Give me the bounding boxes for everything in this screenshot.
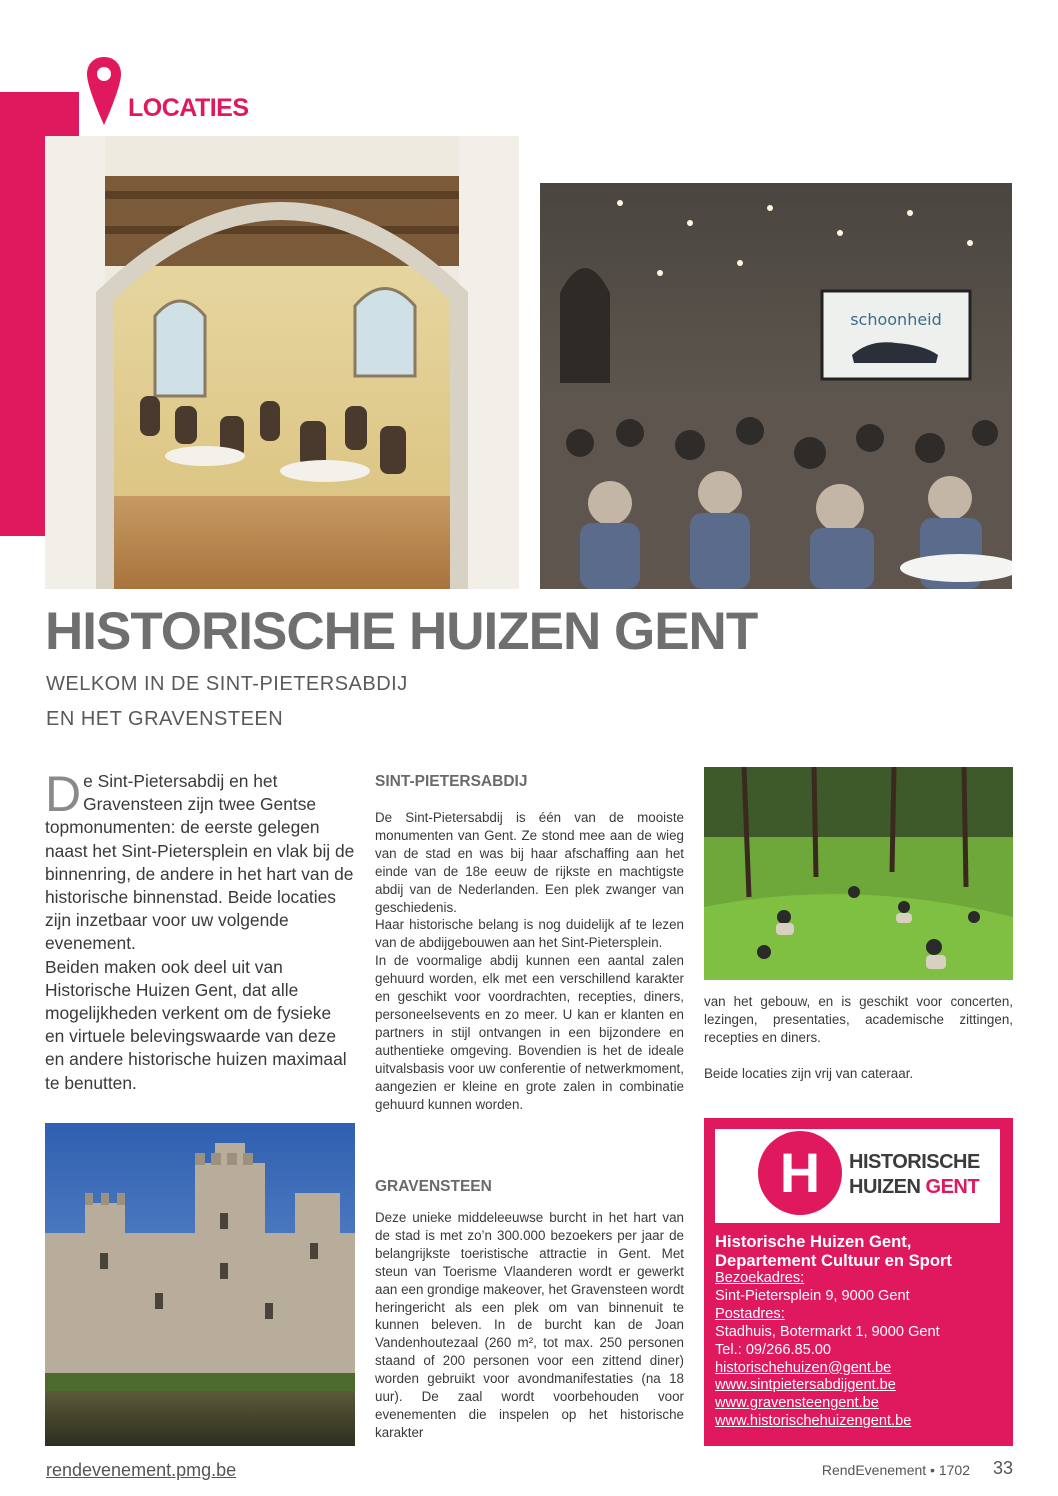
heading-gravensteen: GRAVENSTEEN <box>375 1178 492 1195</box>
website-link-abdij[interactable]: www.sintpietersabdijgent.be <box>715 1377 896 1394</box>
visit-address-label: Bezoekadres: <box>715 1270 805 1286</box>
logo-panel <box>715 1129 1000 1223</box>
abdij-paragraph-2: Haar historische belang is nog duidelijk af te lezen van de abdijgebouwen aan het Sint-Pietersplein. <box>375 917 684 951</box>
logo-text-gent: GENT <box>925 1176 980 1198</box>
subtitle-line-1: WELKOM IN DE SINT-PIETERSABDIJ <box>46 673 408 695</box>
page-number: 33 <box>993 1458 1014 1478</box>
heading-sint-pietersabdij: SINT-PIETERSABDIJ <box>375 773 528 790</box>
intro-paragraph: e Sint-Pietersabdij en het Gravensteen zijn twee Gentse topmonumenten: de eerste gelegen naast het Sint-Pietersplein en vlak bij de binnenring, de andere in het hart van de historische binnenstad. Beide locaties zijn inzetbaar voor uw volgende evenement. <box>45 771 355 954</box>
abdij-paragraph-3: In de voormalige abdij kunnen een aantal zalen gehuurd worden, elk met een verschillend karakter en geschikt voor voordrachten, recepties, diners, personeelsevents en zo meer. U kan er klanten en partners in stijl ontvangen in een bijzondere en authentieke omgeving. Bovendien is het de ideale uitvalsbasis voor uw conferentie of netwerkmoment, aangezien er kleine en grote zalen in combinatie gehuurd kunnen worden. <box>375 953 684 1112</box>
photo-abbey-hall <box>45 136 519 589</box>
contact-box <box>704 1118 1013 1446</box>
photo-park <box>704 767 1013 980</box>
org-name-line-2: Departement Cultuur en Sport <box>715 1251 952 1270</box>
map-pin-icon <box>85 55 123 127</box>
phone-number: Tel.: 09/266.85.00 <box>715 1341 832 1358</box>
subtitle-line-2: EN HET GRAVENSTEEN <box>46 708 284 730</box>
catering-note: Beide locaties zijn vrij van cateraar. <box>704 1066 914 1081</box>
website-link-gravensteen[interactable]: www.gravensteengent.be <box>715 1395 879 1412</box>
website-link-historische-huizen[interactable]: www.historischehuizengent.be <box>715 1413 912 1430</box>
email-link[interactable]: historischehuizen@gent.be <box>715 1359 892 1376</box>
photo-gravensteen <box>45 1123 355 1446</box>
historische-huizen-logo-icon <box>757 1130 843 1216</box>
footer-website-link[interactable]: rendevenement.pmg.be <box>46 1460 237 1480</box>
postal-address-label: Postadres: <box>715 1305 785 1322</box>
abdij-paragraph-1: De Sint-Pietersabdij is één van de mooiste monumenten van Gent. Ze stond mee aan de wieg van de stad en was bij haar afschaffing aan het einde van de 18e eeuw de rijkste en machtigste abdij van de Nederlanden. Een plek zwanger van geschiedenis. <box>375 810 684 915</box>
page-title: HISTORISCHE HUIZEN GENT <box>45 602 758 661</box>
intro-text <box>45 766 355 1095</box>
abdij-text <box>375 809 684 1113</box>
intro-paragraph-2: Beiden maken ook deel uit van Historische Huizen Gent, dat alle mogelijkheden verkent om de fysieke en virtuele belevingswaarde van deze en andere historische huizen maximaal te benutten. <box>45 956 347 1093</box>
gravensteen-paragraph-1: Deze unieke middeleeuwse burcht in het hart van de stad is met zo’n 300.000 bezoekers per jaar de belangrijkste toeristische attractie in Gent. Met steun van Toerisme Vlaanderen wordt er gewerkt aan een grondige makeover, het Gravensteen wordt heringericht als een plek om van binnenuit te kunnen beleven. In de burcht kan de Joan Vandenhoutezaal (260 m², tot max. 250 personen staand of 200 personen voor een zittend diner) worden gebruikt voor avondmanifestaties (na 18 uur). De zaal wordt voorbehouden voor evenementen die inspelen op het historische karakter <box>375 1210 684 1440</box>
gravensteen-text <box>375 1209 684 1442</box>
photo-conference <box>540 183 1012 589</box>
org-name-line-1: Historische Huizen Gent, <box>715 1232 912 1251</box>
gravensteen-continued-text: van het gebouw, en is geschikt voor concerten, lezingen, presentaties, academische zittingen, recepties en diners. <box>704 994 1013 1045</box>
dropcap: D <box>45 766 82 822</box>
section-label: LOCATIES <box>128 94 249 122</box>
footer-magazine-issue: RendEvenement • 1702 <box>821 1462 970 1478</box>
postal-address: Stadhuis, Botermarkt 1, 9000 Gent <box>715 1323 940 1340</box>
screen-text: schoonheid <box>850 310 942 329</box>
logo-text-huizen: HUIZEN <box>849 1176 921 1198</box>
visit-address: Sint-Pietersplein 9, 9000 Gent <box>715 1287 910 1304</box>
logo-text-line-1: HISTORISCHE <box>849 1151 980 1173</box>
logo-letter: H <box>779 1141 821 1204</box>
logo-text-line-2 <box>849 1176 979 1199</box>
contact-details <box>715 1232 1010 1431</box>
